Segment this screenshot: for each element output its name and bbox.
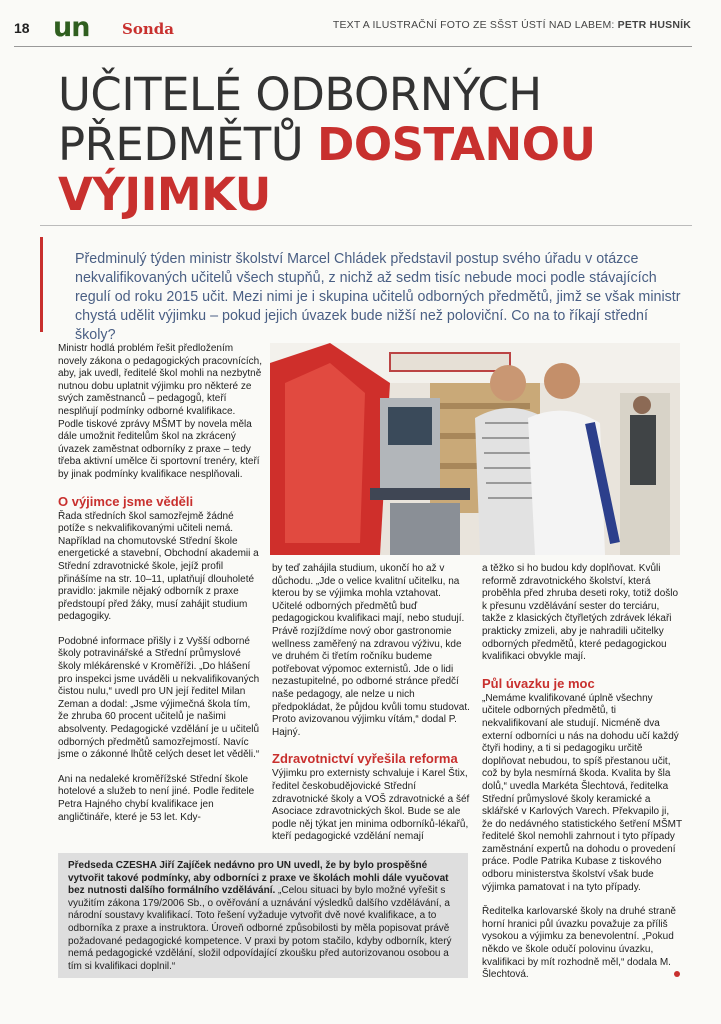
header-divider: [14, 46, 692, 47]
headline-divider: [40, 225, 692, 226]
page-number: 18: [14, 20, 30, 36]
col1-paragraph-1: Ministr hodlá problém řešit předložením novely zákona o pedagogických pracovnících, aby, jak uvedl, ředitelé škol mohli na nezbytně nutnou dobu uplatnit výjimku pro některé ze svých zaměstnanců – pedagogů, kteří nesplňují podmínky odborné kvalifikace. Podle tiskové zprávy MŠMT by novela měla dále umožnit ředitelům škol na zkrácený úvazek zaměstnat odborníky z praxe – tedy třeba aktivní umělce či sportovní trenéry, kteří by jinak podmínky kvalifikace nesplňovali.: [58, 343, 263, 480]
article-photo: [270, 343, 680, 555]
col2-paragraph-2: Výjimku pro externisty schvaluje i Karel Štix, ředitel českobudějovické Střední zdravotnické školy a VOŠ zdravotnické a šéf Asociace zdravotnických škol. Bude se ale podle něj týkat jen minima odborníků-lékařů, kteří pedagogické vzdělání nemají: [272, 768, 470, 843]
headline-line-2: [58, 120, 698, 170]
credit-prefix: TEXT A ILUSTRAČNÍ FOTO ZE SŠST ÚSTÍ NAD LABEM:: [332, 19, 618, 31]
subheading-vyjimce: O výjimce jsme věděli: [58, 493, 194, 509]
headline-line-2-red: DOSTANOU: [316, 118, 596, 171]
lead-paragraph: Předminulý týden ministr školství Marcel Chládek představil postup svého úřadu v otázce nekvalifikovaných učitelů všech stupňů, z nichž až sedm tisíc nebude moci podle stávajících regulí od roku 2015 učit. Mezi nimi je i skupina učitelů odborných předmětů, jimž se však ministr chystá udělit výjimku – pokud jejich úvazek bude nižší než poloviční. Co na to říkají střední školy?: [75, 251, 681, 343]
subheading-zdravotnictvi: Zdravotnictví vyřešila reforma: [272, 751, 458, 767]
subheading-pul-uvazku: Půl úvazku je moc: [482, 675, 595, 691]
end-mark-icon: [674, 971, 680, 977]
col1-paragraph-2: Řada středních škol samozřejmě žádné potíže s nekvalifikovanými učiteli nemá. Například na chomutovské Střední škole energetické a stavební, Obchodní akademii a Střední zdravotnické škole, jejíž profil přinášíme na str. 10–11, uplatňují dlouholeté pravidlo: jakmile nějaký odborník z praxe předstoupí před žáky, musí zahájit studium pedagogiky.: [58, 510, 259, 623]
lead-accent-bar: [40, 237, 43, 332]
col3-paragraph-2: „Nemáme kvalifikované úplně všechny učitele odborných předmětů, ti nekvalifikovaní ale studují. Nicméně dva externí odborníci u nás na dohodu učí každý čtyři hodiny, a ti si pedagogiku určitě doplňovat nebudou, to spíš přestanou učit, což by byla nesmírná škoda. Kvalita by šla dolů,“ uvedla Markéta Šlechtová, ředitelka Střední průmyslové školy keramické a sklářské v Karlových Varech. Překvapilo ji, že do nedávného statistického šetření MŠMT ředitelé škol nemohli zahrnout i tyto případy zaměstnání expertů na dohodu o provedení práce. Podle Patrika Kubase z tiskového odboru ministerstva školství však bude výjimka pamatovat i na tyto případy.: [482, 692, 682, 893]
col3-paragraph-3: Ředitelka karlovarské školy na druhé straně horní hranici půl úvazku považuje za příliš vysokou a výjimku za benevolentní. „Pokud někdo ve škole odučí polovinu úvazku, kvalifikaci by mít rozhodně měl,“ dodala M. Šlechtová.: [482, 906, 676, 981]
sidebar-box-body: „Celou situaci by bylo možné vyřešit s využitím zákona 179/2006 Sb., o ověřování a uznávání výsledků dalšího vzdělávání, a národní soustavy kvalifikací. Toto řešení vyžaduje vytvořit dvě nové kvalifikace, a to odborníka z praxe a instruktora. Úroveň odborné způsobilosti by měla popisovat právě požadované pedagogické kompetence. V praxi by potom stačilo, kdyby odborník, který nemá pedagogické vzdělání, složil odpovídající zkoušku před autorizovanou osobou a tím si kvalifikaci doplnil.“: [68, 885, 452, 972]
headline-line-2-normal: PŘEDMĚTŮ: [58, 118, 317, 171]
headline: [58, 70, 698, 220]
col1-paragraph-4: Ani na nedaleké kroměřížské Střední škole hotelové a služeb to není jiné. Podle ředitele Petra Hajného chybí kvalifikace jen angličtináře, které je 53 let. Kdy-: [58, 773, 255, 823]
col3-paragraph-1: a těžko si ho budou kdy doplňovat. Kvůli reformě zdravotnického školství, která proběhla před zhruba deseti roky, totiž došlo k přesunu vzdělávání sester do terciáru, takže z klasických čtyřletých zdrávek lékaři prakticky zmizeli, aby je nahradili učitelky odborných předmětů, které pedagogickou kvalifikaci obvykle mají.: [482, 563, 679, 663]
sidebar-box-text: [68, 860, 463, 973]
column-2: [272, 563, 472, 856]
headline-line-1: UČITELÉ ODBORNÝCH: [58, 68, 542, 121]
photo-credit: [333, 19, 691, 31]
sidebar-box-bold: Předseda CZESHA Jiří Zajíček nedávno pro UN uvedl, že by bylo prospěšné vytvořit takové podmínky, aby odborníci z praxe ve školách mohli dále vyučovat bez nutnosti dalšího formálního vzdělávání.: [68, 860, 449, 897]
headline-line-3: VÝJIMKU: [58, 168, 271, 221]
section-label: Sonda: [122, 20, 174, 38]
credit-author: PETR HUSNÍK: [617, 19, 691, 31]
column-1: [58, 343, 263, 836]
magazine-logo: un: [53, 12, 90, 43]
col2-paragraph-1: by teď zahájila studium, ukončí ho až v důchodu. „Jde o velice kvalitní učitelku, na kterou by se výjimka mohla vztahovat. Učitelé odborných předmětů buď pedagogickou kvalifikaci mají, nebo studují. Právě rozjíždíme nový obor gastronomie wellness zaměřený na zdravou výživu, kde ve druhém či třetím ročníku budeme potřebovat výpomoc externistů. Jde o lidi nezastupitelné, po odborné stránce předčí naše pedagogy, ale nelze u nich předpokládat, že půjdou kvůli tomu studovat. Proto avizovanou výjimku vítám,“ dodal P. Hajný.: [272, 563, 470, 738]
col1-paragraph-3: Podobné informace přišly i z Vyšší odborné školy potravinářské a Střední průmyslové školy mlékárenské v Kroměříži. „Do hlášení pro inspekci jsme uváděli u nekvalifikovaných čistou nulu,“ uvedl pro UN její ředitel Milan Zeman a dodal: „Jsme výjimečná škola tím, že zhruba 60 procent učitelů je našimi absolventy. Pedagogické vzdělání je u učitelů odborných předmětů samozřejmostí. Navíc jsme o zákonné lhůtě celých deset let věděli.“: [58, 635, 260, 761]
workshop-photo-illustration: [270, 343, 680, 555]
column-3: [482, 563, 682, 994]
